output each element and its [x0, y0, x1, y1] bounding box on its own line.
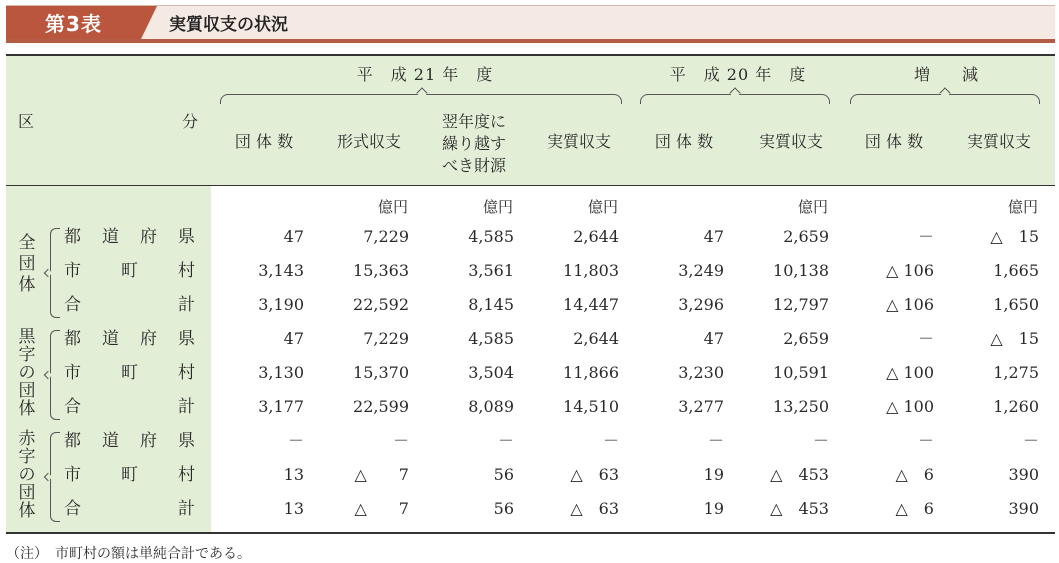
table-cell: 2,644 — [573, 329, 619, 348]
group-label-char: 体 — [18, 275, 36, 295]
table-cell: 10,591 — [773, 363, 829, 382]
table-cell: 10,138 — [773, 261, 829, 280]
row-label-char: 合 — [64, 397, 81, 417]
row-label-char: 都 — [64, 329, 81, 349]
col-header-formal-balance: 形式収支 — [336, 132, 401, 151]
table-cell: 56 — [493, 499, 514, 518]
row-label-char: 府 — [140, 329, 157, 349]
table-cell: 1,260 — [993, 397, 1039, 416]
table-cell: 13,250 — [773, 397, 829, 416]
table-cell: △ 453 — [770, 465, 829, 484]
table-cell: 2,659 — [783, 329, 829, 348]
header-rule — [6, 185, 1055, 186]
table-cell: 1,275 — [993, 363, 1039, 382]
bottom-rule — [6, 532, 1055, 534]
unit-label: 億円 — [482, 198, 513, 216]
group-header-h21: 平 成 21 年 度 — [356, 65, 494, 84]
row-label-char: 県 — [178, 329, 195, 349]
table-cell: － — [602, 431, 619, 450]
table-cell: 47 — [283, 227, 304, 246]
table-cell: 47 — [703, 227, 724, 246]
group-brace-h21 — [220, 94, 622, 104]
col-header-carryover-line1: 翌年度に — [441, 112, 506, 131]
unit-label: 億円 — [1007, 198, 1038, 216]
group-label-char: 字 — [18, 447, 36, 467]
header-category-ku: 区 — [18, 112, 35, 131]
table-cell: － — [917, 431, 934, 450]
row-label-char: 村 — [178, 465, 195, 485]
top-rule — [6, 54, 1055, 56]
row-label-char: 計 — [178, 397, 195, 417]
table-cell: 2,659 — [783, 227, 829, 246]
group-brace-surplus — [50, 330, 60, 420]
row-label-char: 道 — [102, 227, 119, 247]
table-title: 実質収支の状況 — [169, 15, 288, 35]
col-header-real-balance-diff: 実質収支 — [966, 132, 1031, 151]
row-label-char: 市 — [64, 465, 81, 485]
table-note: （注） 市町村の額は単純合計である。 — [6, 546, 251, 562]
table-cell: △ 63 — [570, 499, 619, 518]
table-cell: 4,585 — [468, 329, 514, 348]
table-cell: 7,229 — [363, 329, 409, 348]
table-cell: － — [497, 431, 514, 450]
row-label-char: 府 — [140, 227, 157, 247]
table-cell: 4,585 — [468, 227, 514, 246]
table-cell: 8,145 — [468, 295, 514, 314]
row-label-char: 町 — [121, 363, 138, 383]
row-label-char: 計 — [178, 295, 195, 315]
unit-label: 億円 — [587, 198, 618, 216]
group-label-char: 体 — [18, 399, 36, 419]
table-cell: 12,797 — [773, 295, 829, 314]
table-cell: 3,230 — [678, 363, 724, 382]
table-cell: 3,561 — [468, 261, 514, 280]
table-cell: △ 106 — [886, 295, 934, 314]
table-cell: 14,510 — [563, 397, 619, 416]
col-header-count-h21: 団 体 数 — [234, 132, 294, 151]
table-cell: 19 — [703, 465, 724, 484]
balance-table — [6, 54, 1055, 534]
table-cell: 14,447 — [563, 295, 619, 314]
group-label-char: 全 — [18, 233, 36, 253]
table-cell: 56 — [493, 465, 514, 484]
table-number: 第3表 — [45, 12, 102, 36]
table-cell: △ 7 — [354, 499, 409, 518]
table-cell: 3,190 — [258, 295, 304, 314]
group-label-char: の — [18, 363, 36, 383]
unit-label: 億円 — [797, 198, 828, 216]
table-cell: 3,130 — [258, 363, 304, 382]
group-label-char: 赤 — [18, 429, 36, 449]
table-cell: 11,803 — [563, 261, 619, 280]
table-cell: 22,599 — [353, 397, 409, 416]
group-brace-diff — [850, 94, 1040, 104]
table-cell: － — [917, 329, 934, 348]
table-cell: 15,370 — [353, 363, 409, 382]
table-cell: 15,363 — [353, 261, 409, 280]
table-cell: △ 15 — [990, 227, 1039, 246]
row-label-char: 県 — [178, 431, 195, 451]
group-label-char: 団 — [18, 483, 36, 503]
table-cell: 47 — [283, 329, 304, 348]
group-label-char: の — [18, 465, 36, 485]
group-header-h20: 平 成 20 年 度 — [669, 65, 807, 84]
row-label-char: 村 — [178, 363, 195, 383]
table-cell: △ 7 — [354, 465, 409, 484]
col-header-carryover-line3: べき財源 — [441, 156, 506, 175]
row-label-char: 県 — [178, 227, 195, 247]
table-number-tab — [6, 6, 141, 39]
group-brace-h20 — [640, 94, 830, 104]
col-header-carryover-line2: 繰り越す — [441, 134, 506, 153]
row-label-char: 町 — [121, 465, 138, 485]
table-cell: △ 63 — [570, 465, 619, 484]
row-label-char: 都 — [64, 227, 81, 247]
table-cell: － — [812, 431, 829, 450]
row-label-char: 計 — [178, 499, 195, 519]
row-label-char: 都 — [64, 431, 81, 451]
table-cell: △ 6 — [895, 499, 934, 518]
row-label-char: 合 — [64, 499, 81, 519]
col-header-carryover — [428, 111, 520, 177]
group-brace-all — [50, 228, 60, 318]
col-header-real-balance-h21: 実質収支 — [546, 132, 611, 151]
table-cell: △ 15 — [990, 329, 1039, 348]
table-cell: － — [917, 227, 934, 246]
group-label-char: 黒 — [18, 327, 36, 347]
row-label-char: 道 — [102, 329, 119, 349]
header-category-bun: 分 — [182, 112, 199, 131]
table-cell: 3,277 — [678, 397, 724, 416]
table-cell: 2,644 — [573, 227, 619, 246]
table-cell: 3,296 — [678, 295, 724, 314]
group-label-all — [17, 233, 37, 296]
col-header-count-h20: 団 体 数 — [654, 132, 714, 151]
group-label-char: 団 — [18, 381, 36, 401]
group-header-diff: 増 減 — [913, 65, 978, 84]
col-header-count-diff: 団 体 数 — [864, 132, 924, 151]
table-cell: 390 — [1008, 499, 1039, 518]
row-label-char: 道 — [102, 431, 119, 451]
col-header-real-balance-h20: 実質収支 — [758, 132, 823, 151]
table-cell: 3,504 — [468, 363, 514, 382]
table-title-bar — [6, 5, 1055, 43]
row-label-char: 村 — [178, 261, 195, 281]
table-cell: 7,229 — [363, 227, 409, 246]
group-label-char: 字 — [18, 345, 36, 365]
table-cell: △ 100 — [886, 363, 934, 382]
table-cell: 1,665 — [993, 261, 1039, 280]
table-cell: 11,866 — [563, 363, 619, 382]
table-cell: 22,592 — [353, 295, 409, 314]
table-cell: 47 — [703, 329, 724, 348]
row-label-char: 合 — [64, 295, 81, 315]
table-cell: 3,177 — [258, 397, 304, 416]
table-cell: 3,249 — [678, 261, 724, 280]
group-label-surplus — [17, 328, 37, 418]
group-brace-deficit — [50, 432, 60, 522]
group-label-char: 体 — [18, 501, 36, 521]
table-cell: 19 — [703, 499, 724, 518]
row-label-char: 市 — [64, 261, 81, 281]
unit-label: 億円 — [377, 198, 408, 216]
table-cell: 13 — [283, 499, 304, 518]
group-label-char: 団 — [18, 254, 36, 274]
table-cell: 13 — [283, 465, 304, 484]
table-cell: △ 453 — [770, 499, 829, 518]
table-cell: － — [287, 431, 304, 450]
table-cell: 1,650 — [993, 295, 1039, 314]
row-label-char: 市 — [64, 363, 81, 383]
table-cell: △ 106 — [886, 261, 934, 280]
table-cell: － — [707, 431, 724, 450]
row-label-char: 府 — [140, 431, 157, 451]
table-cell: － — [1022, 431, 1039, 450]
table-cell: △ 6 — [895, 465, 934, 484]
table-cell: 390 — [1008, 465, 1039, 484]
table-cell: 8,089 — [468, 397, 514, 416]
table-cell: 3,143 — [258, 261, 304, 280]
table-cell: － — [392, 431, 409, 450]
table-cell: △ 100 — [886, 397, 934, 416]
row-label-char: 町 — [121, 261, 138, 281]
group-label-deficit — [17, 430, 37, 520]
